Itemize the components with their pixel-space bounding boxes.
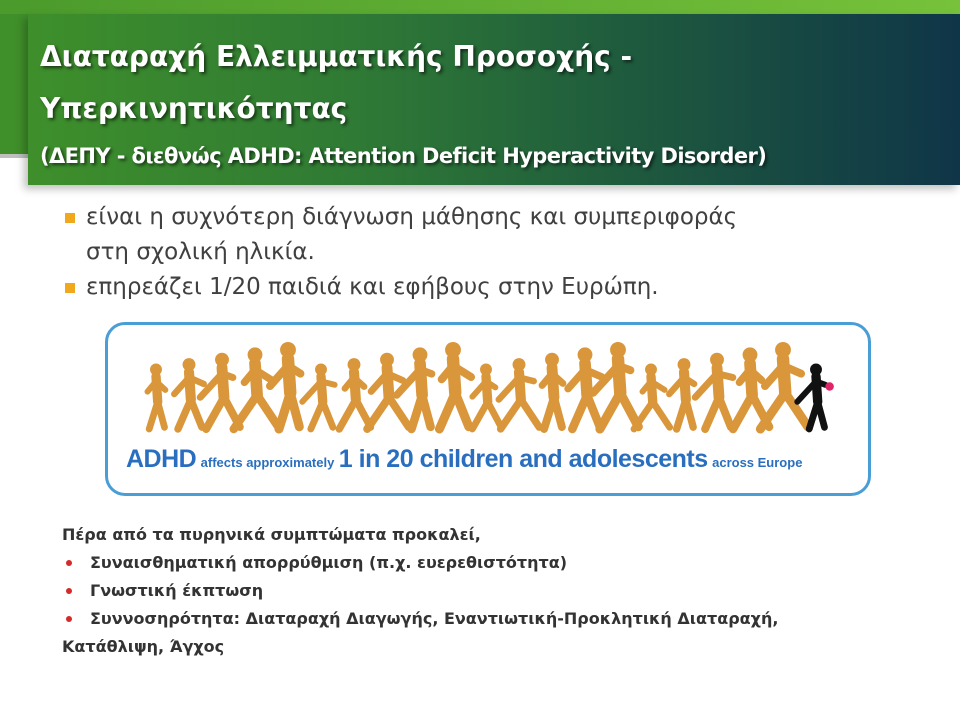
banner-caption [126,445,802,474]
left-accent-line [0,154,28,158]
bullet-text: επηρεάζει 1/20 παιδιά και εφήβους στην Ευρώπη. [86,274,659,300]
child-figure [439,342,471,429]
square-bullet-icon [65,283,75,293]
bullet-item [62,270,922,305]
adhd-banner-image [105,322,871,496]
left-accent-block [0,14,28,154]
symptom-text: Συναισθηματική απορρύθμιση (π.χ. ευερεθιστότητα) [90,553,568,572]
caption-adhd: ADHD [126,445,197,473]
symptom-item [62,549,942,577]
child-figure [302,364,334,429]
title-subtitle: (ΔΕΠΥ - διεθνώς ADHD: Attention Deficit Hyperactivity Disorder) [40,144,767,168]
symptom-continuation: Κατάθλιψη, Άγχος [62,637,225,656]
additional-symptoms [62,521,942,661]
symptom-item [62,605,942,633]
red-bullet-icon [66,560,72,566]
title-banner [28,14,960,185]
caption-europe: across Europe [712,455,803,470]
top-accent-bar [0,0,960,14]
child-figure [200,353,240,429]
child-figure [148,364,166,429]
caption-affects: affects approximately [200,455,335,470]
child-figure [542,353,563,429]
child-figure [472,364,501,429]
bullet-text: είναι η συχνότερη διάγνωση μάθησης και συμπεριφοράς [86,204,738,230]
bullet-item [62,200,922,270]
child-figure [760,342,807,429]
title-line-2: Υπερκινητικότητας [40,92,348,125]
main-bullet-list [62,200,922,305]
child-figure [634,364,670,429]
child-figure [499,358,539,429]
caption-main-phrase: 1 in 20 children and adolescents [338,445,708,473]
red-bullet-icon [66,616,72,622]
ball-icon [825,382,834,391]
title-line-1: Διαταραχή Ελλειμματικής Προσοχής - [40,40,633,73]
red-bullet-icon [66,588,72,594]
child-figure [339,358,370,429]
square-bullet-icon [65,213,75,223]
bullet-text-continued: στη σχολική ηλικία. [86,239,315,265]
symptoms-intro: Πέρα από τα πυρηνικά συμπτώματα προκαλεί, [62,525,481,544]
symptom-text: Γνωστική έκπτωση [90,581,264,600]
child-figure [669,358,694,429]
child-figure [695,353,733,429]
symptom-item [62,577,942,605]
symptom-text: Συννοσηρότητα: Διαταραχή Διαγωγής, Εναντιωτική-Προκλητική Διαταραχή, [90,609,779,628]
